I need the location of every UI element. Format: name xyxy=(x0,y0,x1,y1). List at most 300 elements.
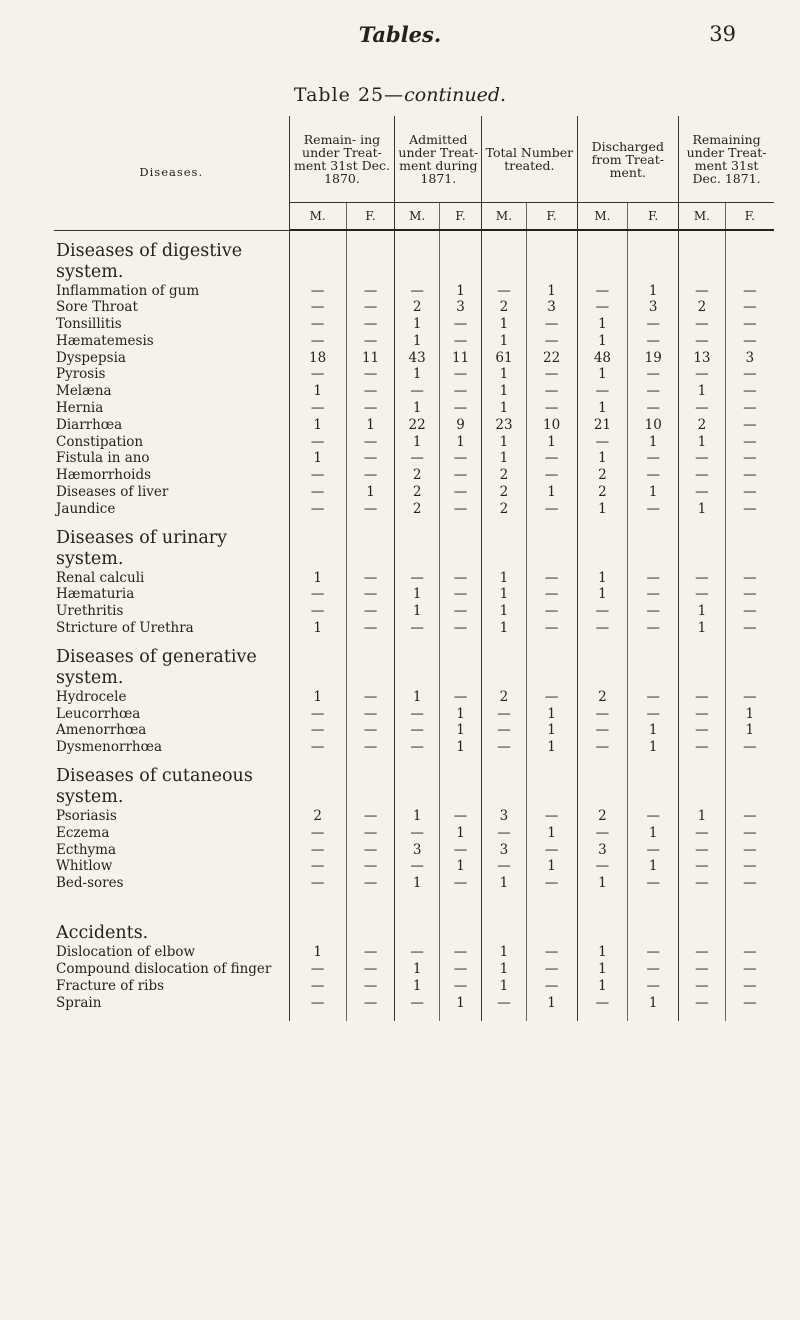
empty-cell xyxy=(482,756,526,808)
count-cell: — xyxy=(526,603,577,620)
count-cell: — xyxy=(628,501,679,518)
table-row xyxy=(54,484,774,501)
count-cell: — xyxy=(628,383,679,400)
count-cell: — xyxy=(346,400,395,417)
count-cell: — xyxy=(526,944,577,961)
disease-name-cell xyxy=(54,978,289,995)
empty-cell xyxy=(482,892,526,944)
count-cell: — xyxy=(725,808,774,825)
count-cell: — xyxy=(577,299,628,316)
count-cell: 1 xyxy=(679,501,726,518)
empty-cell xyxy=(725,756,774,808)
empty-cell xyxy=(395,756,439,808)
running-head xyxy=(0,22,800,52)
disease-name: Hæmorrhoids xyxy=(56,467,152,484)
disease-name-cell xyxy=(54,620,289,637)
count-cell: 43 xyxy=(395,350,439,367)
disease-name-cell xyxy=(54,858,289,875)
count-cell: — xyxy=(482,858,526,875)
count-cell: — xyxy=(289,875,346,892)
empty-cell xyxy=(482,1011,526,1021)
section-title: Diseases of generative system. xyxy=(56,646,257,688)
table-row xyxy=(54,842,774,859)
count-cell: 2 xyxy=(482,501,526,518)
empty-cell xyxy=(628,756,679,808)
count-cell: 1 xyxy=(526,858,577,875)
count-cell: 1 xyxy=(439,722,481,739)
disease-name: Sore Throat xyxy=(56,299,138,316)
empty-cell xyxy=(439,637,481,689)
disease-name: Ecthyma xyxy=(56,841,117,858)
empty-cell xyxy=(346,230,395,283)
count-cell: — xyxy=(346,944,395,961)
count-cell: — xyxy=(526,620,577,637)
count-cell: — xyxy=(679,739,726,756)
count-cell: 1 xyxy=(679,383,726,400)
count-cell: — xyxy=(526,501,577,518)
count-cell: — xyxy=(725,944,774,961)
count-cell: 2 xyxy=(482,299,526,316)
table-row xyxy=(54,978,774,995)
disease-name: Jaundice xyxy=(56,500,116,517)
count-cell: — xyxy=(628,961,679,978)
count-cell: 1 xyxy=(289,944,346,961)
count-cell: — xyxy=(725,450,774,467)
count-cell: — xyxy=(289,484,346,501)
count-cell: — xyxy=(346,689,395,706)
disease-name: Hæmaturia xyxy=(56,586,135,603)
count-cell: 1 xyxy=(482,400,526,417)
count-cell: 1 xyxy=(679,434,726,451)
disease-name: Whitlow xyxy=(56,858,113,875)
count-cell: — xyxy=(725,467,774,484)
empty-cell xyxy=(439,230,481,283)
count-cell: — xyxy=(725,501,774,518)
count-cell: — xyxy=(725,858,774,875)
count-cell: — xyxy=(725,825,774,842)
count-cell: 1 xyxy=(439,858,481,875)
count-cell: — xyxy=(679,875,726,892)
sex-header: F. xyxy=(526,203,577,231)
count-cell: — xyxy=(679,944,726,961)
count-cell: — xyxy=(289,603,346,620)
count-cell: 1 xyxy=(439,739,481,756)
sex-header: M. xyxy=(289,203,346,231)
disease-name: Fistula in ano xyxy=(56,450,150,467)
count-cell: — xyxy=(346,316,395,333)
count-cell: — xyxy=(725,620,774,637)
count-cell: — xyxy=(679,467,726,484)
count-cell: — xyxy=(395,995,439,1012)
count-cell: — xyxy=(628,316,679,333)
count-cell: 19 xyxy=(628,350,679,367)
count-cell: — xyxy=(289,366,346,383)
count-cell: — xyxy=(439,875,481,892)
count-cell: — xyxy=(628,706,679,723)
empty-cell xyxy=(395,892,439,944)
disease-name: Hæmatemesis xyxy=(56,332,154,349)
empty-cell xyxy=(54,1011,289,1021)
count-cell: 2 xyxy=(395,501,439,518)
header-diseases: Diseases. xyxy=(54,116,289,230)
count-cell: — xyxy=(725,283,774,300)
count-cell: — xyxy=(725,570,774,587)
empty-cell xyxy=(628,1011,679,1021)
disease-name-cell xyxy=(54,995,289,1012)
count-cell: — xyxy=(289,961,346,978)
header-remaining-1870: Remain- ing under Treat- ment 31st Dec. 1870. xyxy=(289,116,395,203)
count-cell: 1 xyxy=(577,333,628,350)
count-cell: 10 xyxy=(526,417,577,434)
empty-cell xyxy=(482,518,526,570)
empty-cell xyxy=(526,756,577,808)
disease-name: Stricture of Urethra xyxy=(56,620,194,637)
empty-cell xyxy=(346,892,395,944)
empty-cell xyxy=(395,518,439,570)
table-row xyxy=(54,739,774,756)
disease-name-cell xyxy=(54,825,289,842)
section-heading-row xyxy=(54,637,774,689)
empty-cell xyxy=(679,756,726,808)
count-cell: 21 xyxy=(577,417,628,434)
count-cell: — xyxy=(395,620,439,637)
count-cell: — xyxy=(482,739,526,756)
empty-cell xyxy=(395,230,439,283)
count-cell: 2 xyxy=(395,467,439,484)
disease-name-cell xyxy=(54,944,289,961)
empty-cell xyxy=(289,230,346,283)
table-row xyxy=(54,383,774,400)
table-row xyxy=(54,961,774,978)
disease-name-cell xyxy=(54,350,289,367)
count-cell: — xyxy=(346,995,395,1012)
count-cell: 1 xyxy=(628,484,679,501)
count-cell: — xyxy=(482,722,526,739)
table-row xyxy=(54,995,774,1012)
count-cell: — xyxy=(725,299,774,316)
disease-name: Renal calculi xyxy=(56,569,145,586)
count-cell: — xyxy=(628,978,679,995)
count-cell: — xyxy=(439,689,481,706)
page-number: 39 xyxy=(709,22,736,46)
empty-cell xyxy=(725,637,774,689)
disease-name-cell xyxy=(54,570,289,587)
count-cell: — xyxy=(346,808,395,825)
count-cell: 1 xyxy=(482,316,526,333)
count-cell: — xyxy=(725,739,774,756)
count-cell: 1 xyxy=(628,434,679,451)
empty-cell xyxy=(289,518,346,570)
sex-header: M. xyxy=(395,203,439,231)
empty-cell xyxy=(725,892,774,944)
empty-cell xyxy=(577,637,628,689)
count-cell: — xyxy=(725,961,774,978)
count-cell: — xyxy=(346,570,395,587)
count-cell: 2 xyxy=(482,484,526,501)
count-cell: — xyxy=(346,875,395,892)
count-cell: 1 xyxy=(482,620,526,637)
table-row xyxy=(54,400,774,417)
count-cell: — xyxy=(679,366,726,383)
count-cell: — xyxy=(679,978,726,995)
count-cell: 1 xyxy=(482,333,526,350)
table-row xyxy=(54,299,774,316)
disease-name: Bed-sores xyxy=(56,875,124,892)
count-cell: 1 xyxy=(577,944,628,961)
count-cell: — xyxy=(725,400,774,417)
empty-cell xyxy=(577,892,628,944)
count-cell: 1 xyxy=(725,722,774,739)
count-cell: — xyxy=(346,501,395,518)
count-cell: — xyxy=(526,961,577,978)
table-row xyxy=(54,875,774,892)
count-cell: 13 xyxy=(679,350,726,367)
count-cell: — xyxy=(289,333,346,350)
empty-cell xyxy=(439,1011,481,1021)
count-cell: 1 xyxy=(439,825,481,842)
count-cell: — xyxy=(346,333,395,350)
count-cell: 2 xyxy=(577,467,628,484)
count-cell: — xyxy=(725,689,774,706)
empty-cell xyxy=(526,892,577,944)
count-cell: 1 xyxy=(482,961,526,978)
empty-cell xyxy=(346,1011,395,1021)
count-cell: 1 xyxy=(439,995,481,1012)
count-cell: 1 xyxy=(395,434,439,451)
table-row xyxy=(54,333,774,350)
empty-cell xyxy=(289,756,346,808)
count-cell: — xyxy=(526,400,577,417)
table-row xyxy=(54,808,774,825)
section-heading-row xyxy=(54,518,774,570)
sex-header: M. xyxy=(577,203,628,231)
count-cell: — xyxy=(346,299,395,316)
count-cell: 1 xyxy=(628,995,679,1012)
count-cell: 2 xyxy=(482,467,526,484)
sex-header: F. xyxy=(439,203,481,231)
count-cell: 1 xyxy=(395,978,439,995)
disease-name: Dyspepsia xyxy=(56,349,126,366)
empty-cell xyxy=(725,1011,774,1021)
count-cell: 1 xyxy=(482,944,526,961)
count-cell: 48 xyxy=(577,350,628,367)
count-cell: 1 xyxy=(577,586,628,603)
count-cell: 1 xyxy=(526,739,577,756)
count-cell: — xyxy=(679,316,726,333)
count-cell: — xyxy=(628,570,679,587)
disease-name: Compound dislocation of finger xyxy=(56,960,272,977)
disease-name-cell xyxy=(54,808,289,825)
table-row xyxy=(54,620,774,637)
disease-name: Diseases of liver xyxy=(56,484,169,501)
empty-cell xyxy=(439,518,481,570)
empty-cell xyxy=(346,637,395,689)
count-cell: — xyxy=(439,944,481,961)
count-cell: — xyxy=(679,283,726,300)
count-cell: 1 xyxy=(482,570,526,587)
count-cell: — xyxy=(289,501,346,518)
count-cell: 1 xyxy=(439,434,481,451)
empty-cell xyxy=(526,518,577,570)
section-title: Diseases of cutaneous system. xyxy=(56,766,253,808)
count-cell: 1 xyxy=(482,586,526,603)
disease-name: Psoriasis xyxy=(56,808,117,825)
empty-cell xyxy=(482,230,526,283)
count-cell: 1 xyxy=(577,978,628,995)
empty-cell xyxy=(439,756,481,808)
count-cell: — xyxy=(289,995,346,1012)
count-cell: — xyxy=(289,467,346,484)
count-cell: 1 xyxy=(679,620,726,637)
empty-cell xyxy=(526,637,577,689)
empty-cell xyxy=(577,518,628,570)
disease-name: Dislocation of elbow xyxy=(56,944,196,961)
count-cell: — xyxy=(289,842,346,859)
count-cell: — xyxy=(679,450,726,467)
count-cell: 2 xyxy=(577,689,628,706)
count-cell: — xyxy=(439,366,481,383)
empty-cell xyxy=(289,637,346,689)
count-cell: 1 xyxy=(577,961,628,978)
count-cell: 1 xyxy=(482,450,526,467)
count-cell: — xyxy=(395,570,439,587)
count-cell: — xyxy=(346,961,395,978)
count-cell: — xyxy=(679,842,726,859)
count-cell: — xyxy=(725,978,774,995)
count-cell: — xyxy=(577,283,628,300)
count-cell: — xyxy=(395,706,439,723)
section-heading-row xyxy=(54,892,774,944)
count-cell: — xyxy=(577,722,628,739)
count-cell: 1 xyxy=(346,417,395,434)
disease-name-cell xyxy=(54,501,289,518)
count-cell: — xyxy=(725,995,774,1012)
empty-cell xyxy=(725,230,774,283)
sex-header: M. xyxy=(679,203,726,231)
disease-name-cell xyxy=(54,467,289,484)
disease-name-cell xyxy=(54,366,289,383)
section-heading-row xyxy=(54,230,774,283)
disease-name: Melæna xyxy=(56,383,112,400)
empty-cell xyxy=(679,230,726,283)
disease-name-cell xyxy=(54,689,289,706)
count-cell: — xyxy=(439,450,481,467)
count-cell: 1 xyxy=(439,706,481,723)
count-cell: 1 xyxy=(725,706,774,723)
count-cell: — xyxy=(289,706,346,723)
count-cell: — xyxy=(725,316,774,333)
count-cell: — xyxy=(577,620,628,637)
count-cell: — xyxy=(439,603,481,620)
count-cell: — xyxy=(679,586,726,603)
count-cell: — xyxy=(439,383,481,400)
count-cell: — xyxy=(395,450,439,467)
header-discharged: Discharged from Treat- ment. xyxy=(577,116,679,203)
empty-cell xyxy=(577,756,628,808)
count-cell: — xyxy=(526,978,577,995)
empty-cell xyxy=(346,518,395,570)
count-cell: 1 xyxy=(526,995,577,1012)
count-cell: — xyxy=(439,842,481,859)
count-cell: — xyxy=(439,978,481,995)
empty-cell xyxy=(679,1011,726,1021)
count-cell: 1 xyxy=(628,858,679,875)
empty-cell xyxy=(289,892,346,944)
count-cell: — xyxy=(439,467,481,484)
count-cell: — xyxy=(577,603,628,620)
count-cell: 23 xyxy=(482,417,526,434)
count-cell: — xyxy=(289,316,346,333)
count-cell: — xyxy=(439,808,481,825)
count-cell: 1 xyxy=(395,586,439,603)
count-cell: 22 xyxy=(526,350,577,367)
empty-cell xyxy=(679,637,726,689)
count-cell: — xyxy=(346,842,395,859)
count-cell: 2 xyxy=(395,299,439,316)
empty-cell xyxy=(526,1011,577,1021)
disease-table xyxy=(54,116,774,1021)
count-cell: 1 xyxy=(346,484,395,501)
table-row xyxy=(54,417,774,434)
count-cell: 2 xyxy=(482,689,526,706)
count-cell: 3 xyxy=(725,350,774,367)
table-end-spacer xyxy=(54,1011,774,1021)
table-row xyxy=(54,501,774,518)
count-cell: — xyxy=(439,484,481,501)
empty-cell xyxy=(628,892,679,944)
empty-cell xyxy=(289,1011,346,1021)
count-cell: 3 xyxy=(577,842,628,859)
disease-name-cell xyxy=(54,875,289,892)
disease-name-cell xyxy=(54,842,289,859)
empty-cell xyxy=(439,892,481,944)
count-cell: 1 xyxy=(526,434,577,451)
table-row xyxy=(54,944,774,961)
count-cell: — xyxy=(346,739,395,756)
disease-name: Sprain xyxy=(56,994,102,1011)
count-cell: 1 xyxy=(628,739,679,756)
count-cell: — xyxy=(577,995,628,1012)
count-cell: — xyxy=(346,620,395,637)
table-body xyxy=(54,230,774,1021)
count-cell: — xyxy=(628,842,679,859)
count-cell: — xyxy=(725,383,774,400)
count-cell: 11 xyxy=(439,350,481,367)
count-cell: — xyxy=(526,586,577,603)
count-cell: 1 xyxy=(482,366,526,383)
count-cell: — xyxy=(289,978,346,995)
count-cell: 1 xyxy=(577,366,628,383)
sex-header: F. xyxy=(628,203,679,231)
count-cell: — xyxy=(395,944,439,961)
count-cell: 1 xyxy=(289,383,346,400)
empty-cell xyxy=(482,637,526,689)
table-row xyxy=(54,434,774,451)
count-cell: — xyxy=(679,400,726,417)
count-cell: — xyxy=(577,706,628,723)
count-cell: 1 xyxy=(289,570,346,587)
count-cell: 61 xyxy=(482,350,526,367)
count-cell: — xyxy=(526,333,577,350)
table-row xyxy=(54,603,774,620)
count-cell: — xyxy=(526,383,577,400)
count-cell: — xyxy=(526,808,577,825)
count-cell: 2 xyxy=(395,484,439,501)
count-cell: 1 xyxy=(482,383,526,400)
count-cell: — xyxy=(346,283,395,300)
count-cell: 3 xyxy=(482,808,526,825)
count-cell: — xyxy=(679,995,726,1012)
